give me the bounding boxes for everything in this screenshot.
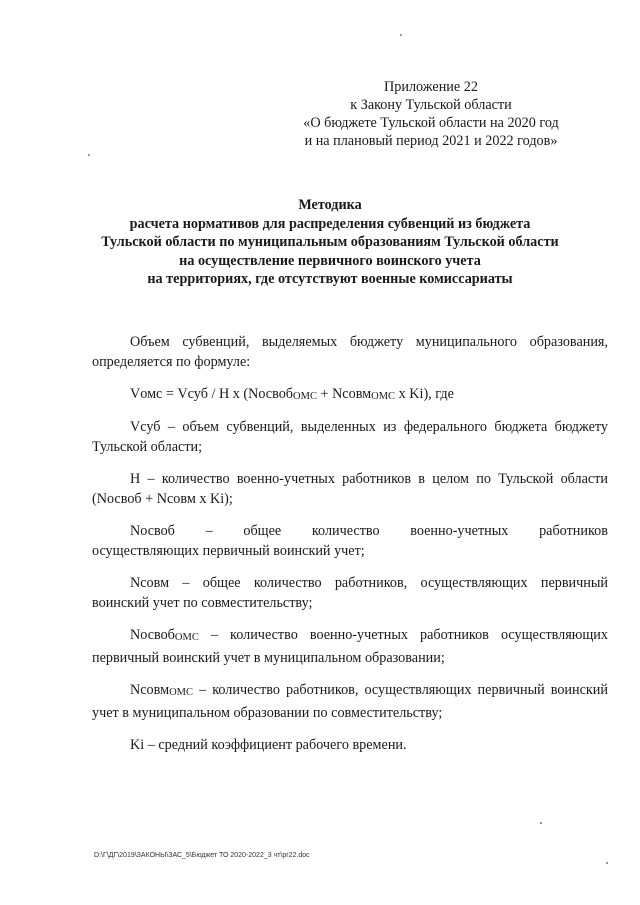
scan-speck — [88, 154, 90, 156]
scan-speck — [400, 34, 402, 36]
appendix-header — [266, 78, 596, 150]
appendix-line-4: и на плановый период 2021 и 2022 годов» — [304, 133, 558, 149]
definition-nsovm: Nсовм – общее количество работников, осуществляющих первичный воинский учет по совместительству; — [92, 575, 608, 611]
formula-part-c: х Ki), где — [395, 386, 454, 402]
nosvob-word-3: общее — [243, 523, 282, 539]
definition-vsub: Vсуб – объем субвенций, выделенных из федерального бюджета бюджету Тульской области; — [92, 419, 608, 455]
title-line-2: расчета нормативов для распределения субвенций из бюджета — [129, 215, 531, 232]
file-path-footer: D:\Г\ДГ\2019\ЗАКОНЫ\ЗАС_5\Бюджет ТО 2020-2022_3 чт\pr22.doc — [94, 852, 310, 859]
document-title — [60, 196, 600, 289]
formula-paragraph — [92, 384, 608, 407]
formula-part-a: Vомс = Vсуб / Н х (Nосвоб — [130, 386, 294, 402]
nosvob-word-5: военно-учетных — [410, 523, 509, 539]
formula-subscript-1: ОМС — [293, 391, 317, 402]
intro-paragraph: Объем субвенций, выделяемых бюджету муниципального образования, определяется по формуле: — [92, 334, 608, 370]
scan-speck — [540, 822, 542, 824]
appendix-line-1: Приложение 22 — [384, 79, 478, 95]
definition-ki: Ki – средний коэффициент рабочего времени. — [130, 737, 407, 753]
appendix-line-3: «О бюджете Тульской области на 2020 год — [303, 115, 559, 131]
scan-speck — [606, 862, 608, 864]
nsovm-oms-text: – количество работников, осуществляющих первичный воинский учет в муниципальном образовании по совместительству; — [92, 682, 608, 721]
formula-subscript-2: ОМС — [371, 391, 396, 402]
definition-n: Н – количество военно-учетных работников в целом по Тульской области (Nосвоб + Nсовм х Ki); — [92, 471, 608, 507]
nosvob-word-1: Nосвоб — [130, 523, 175, 539]
appendix-line-2: к Закону Тульской области — [350, 97, 512, 113]
nsovm-oms-subscript: ОМС — [169, 687, 194, 698]
title-line-5: на территориях, где отсутствуют военные комиссариаты — [147, 271, 513, 287]
nosvob-word-2: – — [205, 523, 213, 539]
formula-part-b: + Nсовм — [316, 386, 372, 402]
definition-nosvob-oms — [92, 625, 608, 668]
document-body — [92, 332, 608, 767]
nosvob-word-6: работников — [539, 523, 608, 539]
definition-nsovm-oms — [92, 680, 608, 723]
definition-nosvob — [92, 521, 608, 561]
nosvob-oms-symbol: Nосвоб — [130, 627, 175, 643]
title-line-4: на осуществление первичного воинского учета — [179, 252, 481, 269]
nosvob-oms-subscript: ОМС — [174, 632, 199, 643]
nsovm-oms-symbol: Nсовм — [130, 682, 170, 698]
title-line-1: Методика — [298, 197, 362, 213]
nosvob-continuation: осуществляющих первичный воинский учет; — [92, 543, 365, 559]
nosvob-word-4: количество — [311, 523, 380, 539]
nosvob-oms-text: – количество военно-учетных работников осуществляющих первичный воинский учет в муниципальном образовании; — [92, 627, 608, 666]
title-line-3: Тульской области по муниципальным образованиям Тульской области — [101, 234, 559, 250]
